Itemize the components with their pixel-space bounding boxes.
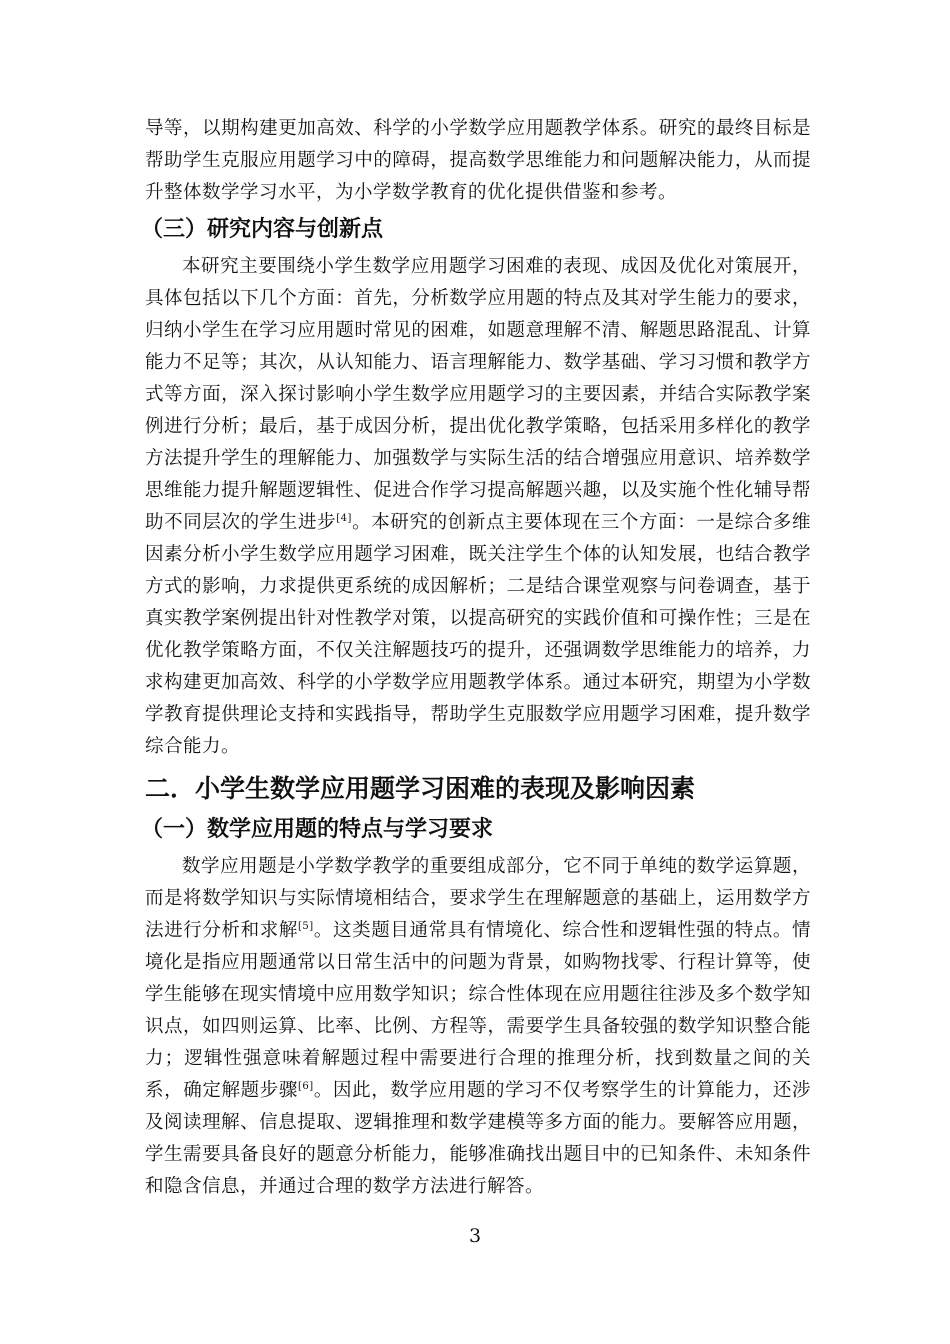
features-text-a: 数学应用题是小学数学教学的重要组成部分，它不同于单纯的数学运算题，而是将数学知识与实际情境相结合，要求学生在理解题意的基础上，运用数学方法进行分析和求解 bbox=[145, 856, 811, 941]
research-content-text-b: 。本研究的创新点主要体现在三个方面：一是综合多维因素分析小学生数学应用题学习困难，既关注学生个体的认知发展，也结合教学方式的影响，力求提供更系统的成因解析；二是结合课堂观察与问卷调查，基于真实教学案例提出针对性教学对策，以提高研究的实践价值和可操作性；三是在优化教学策略方面，不仅关注解题技巧的提升，还强调数学思维能力的培养，力求构建更加高效、科学的小学数学应用题教学体系。通过本研究，期望为小学数学教育提供理论支持和实践指导，帮助学生克服数学应用题学习困难，提升数学综合能力。 bbox=[145, 512, 811, 757]
chapter-heading-two: 二．小学生数学应用题学习困难的表现及影响因素 bbox=[145, 774, 696, 803]
intro-paragraph: 导等，以期构建更加高效、科学的小学数学应用题教学体系。研究的最终目标是帮助学生克服应用题学习中的障碍，提高数学思维能力和问题解决能力，从而提升整体数学学习水平，为小学数学教育的优化提供借鉴和参考。 bbox=[145, 118, 811, 203]
research-content-paragraph bbox=[145, 251, 811, 763]
section-heading-research-content: （三）研究内容与创新点 bbox=[141, 217, 384, 242]
features-paragraph bbox=[145, 851, 811, 1203]
citation-4: [4] bbox=[336, 512, 352, 524]
features-text-c: 。因此，数学应用题的学习不仅考察学生的计算能力，还涉及阅读理解、信息提取、逻辑推理和数学建模等多方面的能力。要解答应用题，学生需要具备良好的题意分析能力，能够准确找出题目中的已知条件、未知条件和隐含信息，并通过合理的数学方法进行解答。 bbox=[145, 1080, 811, 1197]
citation-5: [5] bbox=[298, 920, 314, 932]
features-text-b: 。这类题目通常具有情境化、综合性和逻辑性强的特点。情境化是指应用题通常以日常生活中的问题为背景，如购物找零、行程计算等，使学生能够在现实情境中应用数学知识；综合性体现在应用题往往涉及多个数学知识点，如四则运算、比率、比例、方程等，需要学生具备较强的数学知识整合能力；逻辑性强意味着解题过程中需要进行合理的推理分析，找到数量之间的关系，确定解题步骤 bbox=[145, 920, 811, 1101]
citation-6: [6] bbox=[298, 1080, 314, 1092]
research-content-text-a: 本研究主要围绕小学生数学应用题学习困难的表现、成因及优化对策展开，具体包括以下几个方面：首先，分析数学应用题的特点及其对学生能力的要求，归纳小学生在学习应用题时常见的困难，如题意理解不清、解题思路混乱、计算能力不足等；其次，从认知能力、语言理解能力、数学基础、学习习惯和教学方式等方面，深入探讨影响小学生数学应用题学习的主要因素，并结合实际教学案例进行分析；最后，基于成因分析，提出优化教学策略，包括采用多样化的教学方法提升学生的理解能力、加强数学与实际生活的结合增强应用意识、培养数学思维能力提升解题逻辑性、促进合作学习提高解题兴趣，以及实施个性化辅导帮助不同层次的学生进步 bbox=[145, 256, 811, 533]
page-body bbox=[141, 113, 811, 1203]
section-heading-features: （一）数学应用题的特点与学习要求 bbox=[141, 817, 494, 842]
page-number: 3 bbox=[468, 1225, 482, 1247]
